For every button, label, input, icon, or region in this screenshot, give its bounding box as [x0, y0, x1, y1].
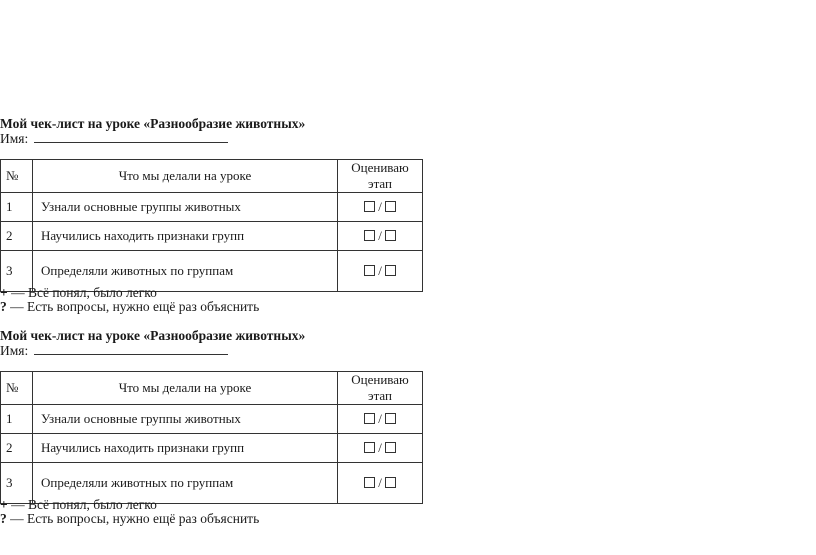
row-number: 2	[1, 222, 33, 251]
table-row	[1, 193, 423, 222]
checkbox-understood[interactable]	[364, 265, 375, 276]
rating-cell	[338, 193, 423, 222]
rating-cell	[338, 463, 423, 504]
checkbox-questions[interactable]	[385, 230, 396, 241]
name-blank[interactable]	[34, 343, 228, 355]
header-number: №	[1, 160, 33, 193]
checkbox-understood[interactable]	[364, 442, 375, 453]
header-activity: Что мы делали на уроке	[33, 372, 338, 405]
checkbox-understood[interactable]	[364, 477, 375, 488]
header-activity: Что мы делали на уроке	[33, 160, 338, 193]
checkbox-understood[interactable]	[364, 413, 375, 424]
row-number: 1	[1, 193, 33, 222]
legend-understood	[0, 286, 157, 300]
legend-text: — Всё понял, было легко	[7, 285, 157, 300]
row-activity: Научились находить признаки групп	[33, 222, 338, 251]
table-header-row	[1, 372, 423, 405]
header-rating: Оцениваю этап	[338, 372, 423, 405]
rating-separator: /	[378, 263, 382, 278]
rating-separator: /	[378, 475, 382, 490]
rating-separator: /	[378, 411, 382, 426]
rating-cell	[338, 251, 423, 292]
rating-separator: /	[378, 199, 382, 214]
rating-separator: /	[378, 440, 382, 455]
checklist-table	[0, 159, 423, 292]
legend-text: — Всё понял, было легко	[7, 497, 157, 512]
checkbox-understood[interactable]	[364, 201, 375, 212]
legend-symbol: +	[0, 285, 8, 300]
name-label: Имя:	[0, 343, 29, 358]
table-row	[1, 434, 423, 463]
name-blank[interactable]	[34, 131, 228, 143]
legend-questions	[0, 300, 259, 314]
name-label: Имя:	[0, 131, 29, 146]
legend-text: — Есть вопросы, нужно ещё раз объяснить	[6, 511, 260, 526]
name-field-line	[0, 343, 228, 359]
rating-cell	[338, 405, 423, 434]
checkbox-questions[interactable]	[385, 201, 396, 212]
rating-separator: /	[378, 228, 382, 243]
rating-cell	[338, 434, 423, 463]
checkbox-understood[interactable]	[364, 230, 375, 241]
legend-symbol: +	[0, 497, 8, 512]
table-row	[1, 405, 423, 434]
checkbox-questions[interactable]	[385, 265, 396, 276]
legend-questions	[0, 512, 259, 526]
checkbox-questions[interactable]	[385, 442, 396, 453]
checkbox-questions[interactable]	[385, 477, 396, 488]
sheet-title: Мой чек-лист на уроке «Разнообразие животных»	[0, 116, 306, 131]
row-number: 2	[1, 434, 33, 463]
legend-text: — Есть вопросы, нужно ещё раз объяснить	[6, 299, 260, 314]
checkbox-questions[interactable]	[385, 413, 396, 424]
legend-symbol: ?	[0, 299, 7, 314]
row-number: 3	[1, 463, 33, 504]
header-number: №	[1, 372, 33, 405]
header-rating: Оцениваю этап	[338, 160, 423, 193]
rating-cell	[338, 222, 423, 251]
name-field-line	[0, 131, 228, 147]
row-activity: Определяли животных по группам	[33, 463, 338, 504]
row-activity: Определяли животных по группам	[33, 251, 338, 292]
row-activity: Узнали основные группы животных	[33, 405, 338, 434]
row-number: 1	[1, 405, 33, 434]
sheet-title: Мой чек-лист на уроке «Разнообразие животных»	[0, 328, 306, 343]
row-activity: Научились находить признаки групп	[33, 434, 338, 463]
row-number: 3	[1, 251, 33, 292]
legend-symbol: ?	[0, 511, 7, 526]
table-header-row	[1, 160, 423, 193]
checklist-table	[0, 371, 423, 504]
table-row	[1, 222, 423, 251]
legend-understood	[0, 498, 157, 512]
row-activity: Узнали основные группы животных	[33, 193, 338, 222]
